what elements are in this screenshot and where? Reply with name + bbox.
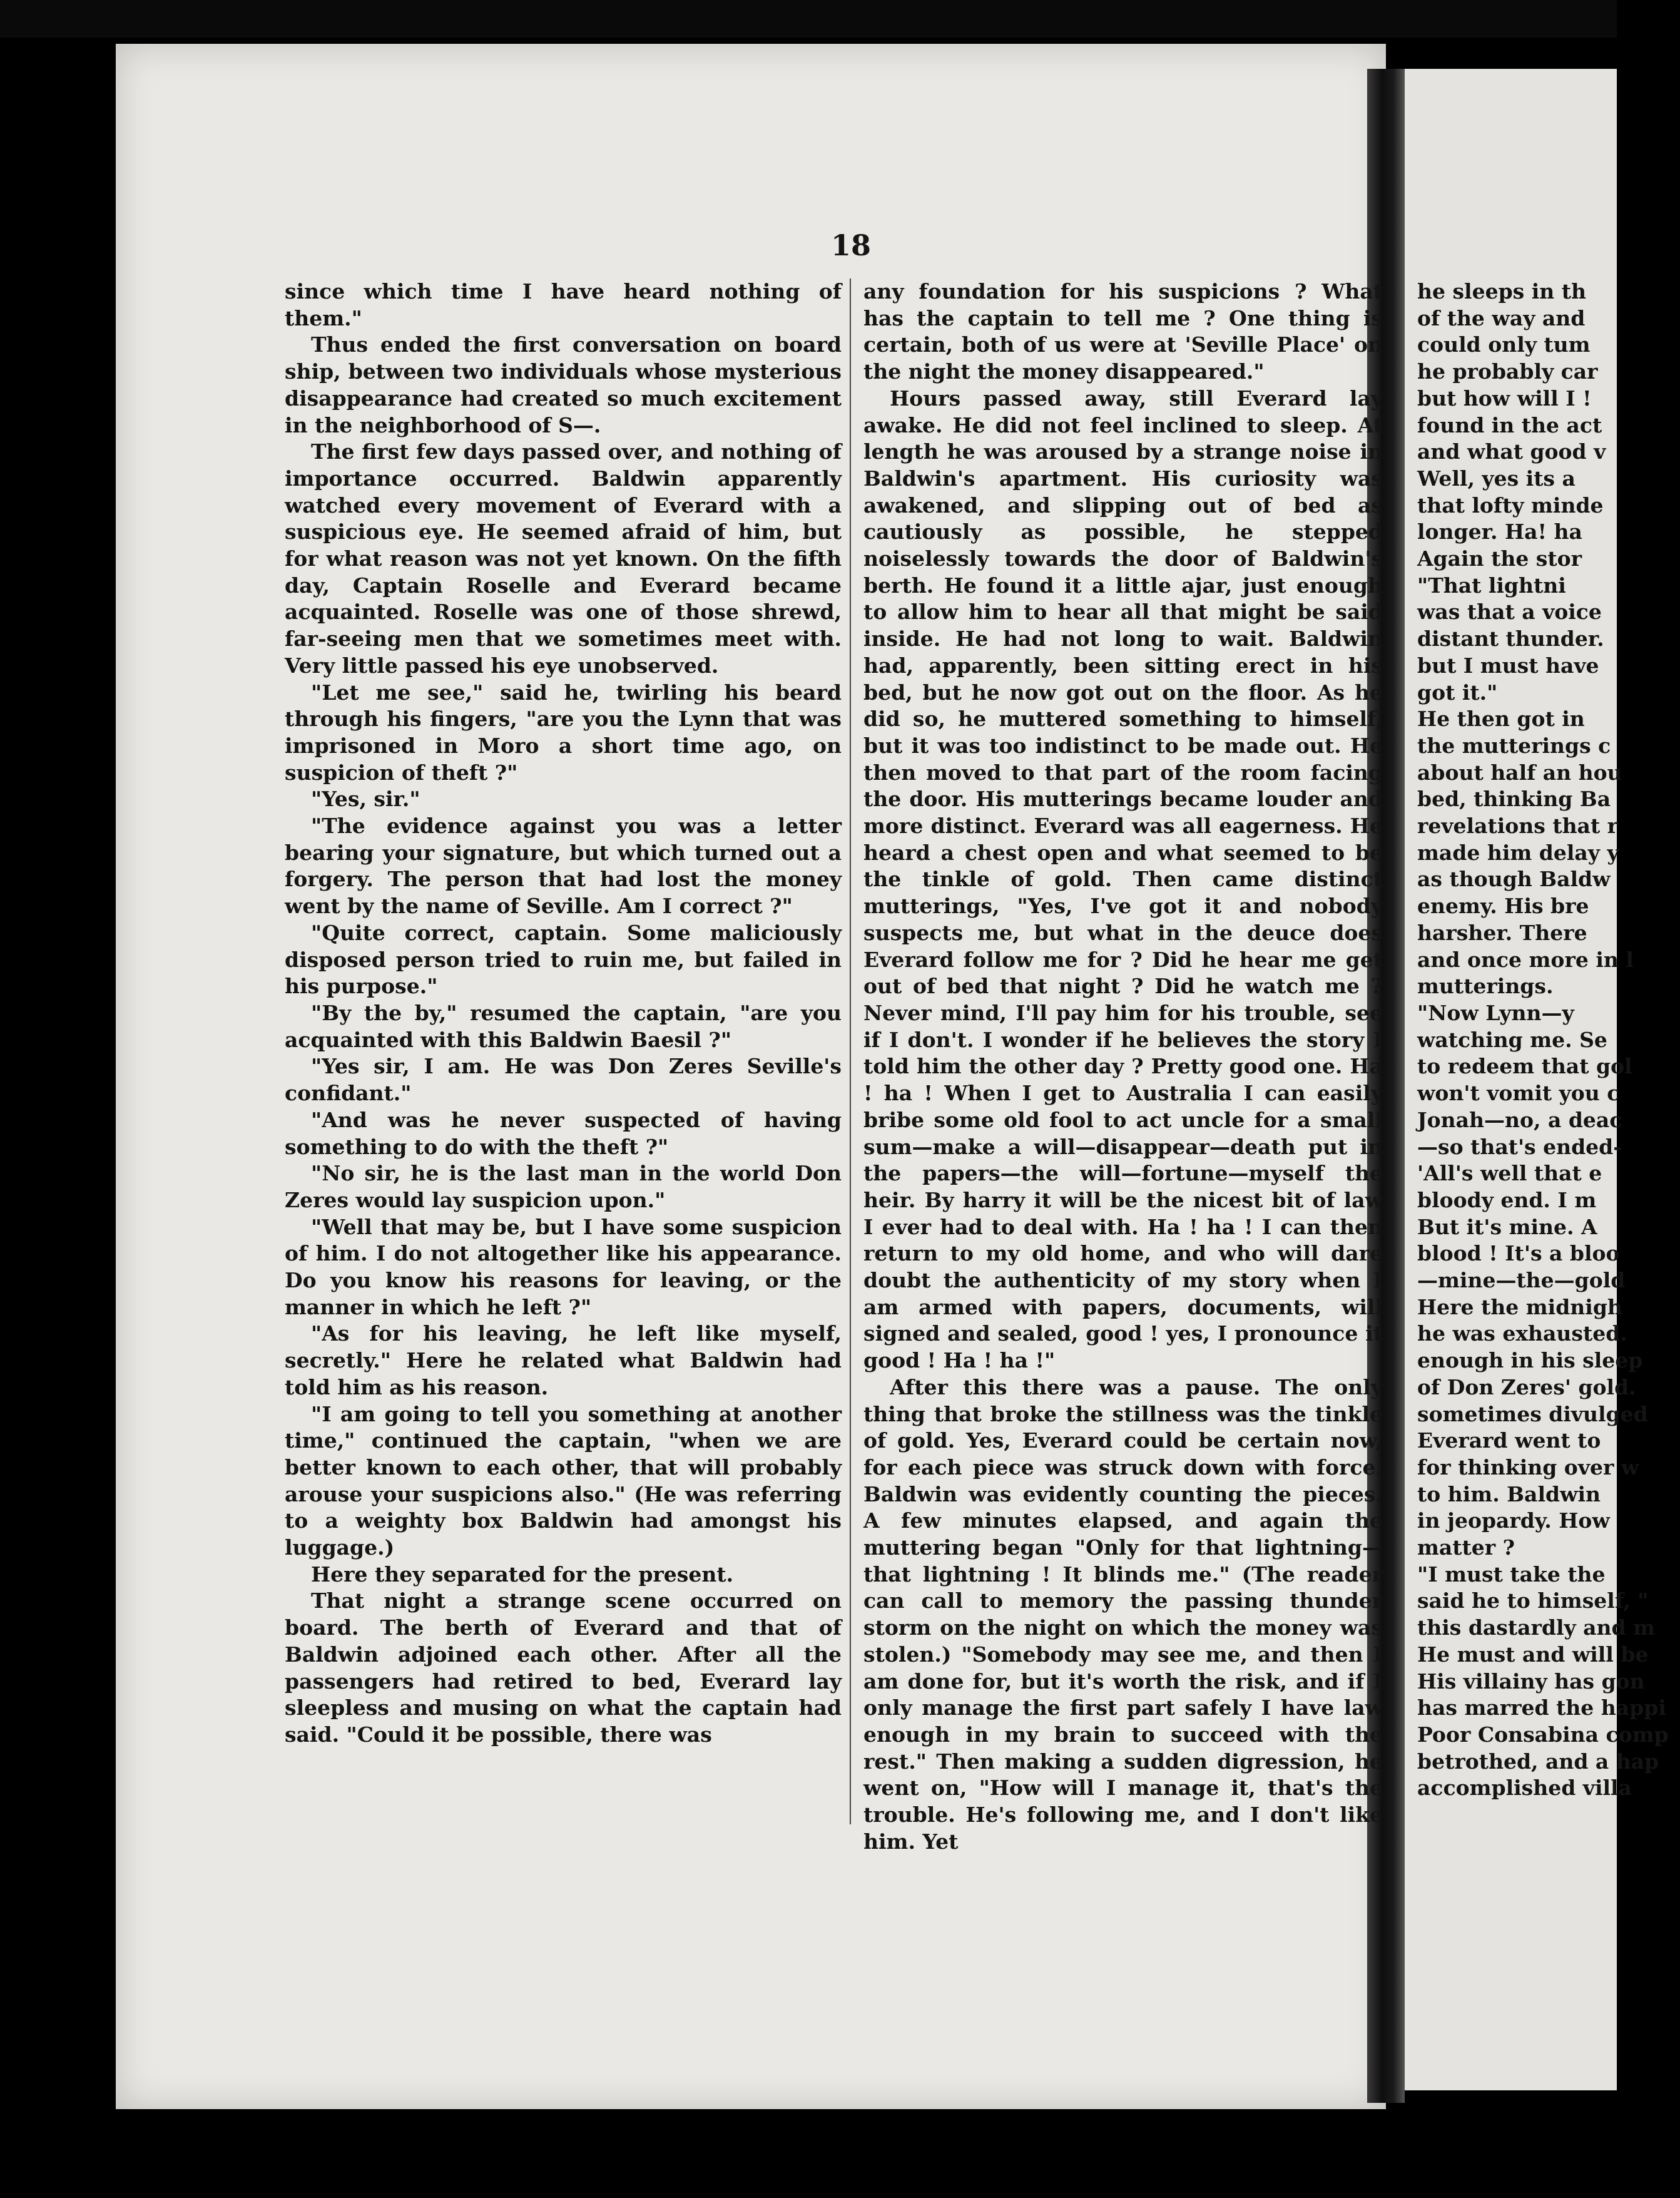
- line-fragment: and what good v: [1417, 439, 1606, 464]
- paragraph: Thus ended the first conversation on board ship, between two individuals whose mysterious disappearance had created so much excitement in the neighborhood of S—.: [285, 332, 842, 437]
- page-number: 18: [830, 228, 871, 262]
- line-fragment: —so that's ended-: [1417, 1134, 1622, 1159]
- line-fragment: bloody end. I m: [1417, 1187, 1597, 1212]
- line-fragment: bed, thinking Ba: [1417, 787, 1611, 812]
- line-fragment: mutterings.: [1417, 974, 1554, 999]
- line-fragment: —mine—the—gold: [1417, 1268, 1626, 1293]
- paragraph: since which time I have heard nothing of them.": [285, 279, 842, 330]
- line-fragment: to redeem that gol: [1417, 1054, 1632, 1079]
- line-fragment: blood ! It's a bloo: [1417, 1241, 1620, 1266]
- paragraph: "And was he never suspected of having something to do with the theft ?": [285, 1107, 842, 1159]
- line-fragment: matter ?: [1417, 1535, 1515, 1560]
- line-fragment: he probably car: [1417, 359, 1598, 384]
- line-fragment: has marred the happi: [1417, 1695, 1666, 1720]
- paragraph: "The evidence against you was a letter bearing your signature, but which turned out a forgery. The person that had lost the money went by the name of Seville. Am I correct ?": [285, 814, 842, 919]
- line-fragment: Poor Consabina comp: [1417, 1722, 1669, 1747]
- paragraph: "I am going to tell you something at another time," continued the captain, "when we are better known to each other, that will probably arouse your suspicions also." (He was referring to a weighty box Baldwin had amongst his luggage.): [285, 1401, 842, 1560]
- paragraph: Hours passed away, still Everard lay awake. He did not feel inclined to sleep. At length he was aroused by a strange noise in Baldwin's apartment. His curiosity was awakened, and slipping out of bed as cautiously as possible, he stepped noiselessly towards the door of Baldwin's berth. He found it a little ajar, just enough to allow him to hear all that might be said inside. He had not long to wait. Baldwin had, apparently, been sitting erect in his bed, but he now got out on the floor. As he did so, he muttered something to himself, but it was too indistinct to be made out. He then moved to that part of the room facing the door. His mutterings became louder and more distinct. Everard was all eagerness. He heard a chest open and what seemed to be the tinkle of gold. Then came distinct mutterings, "Yes, I've got it and nobody suspects me, but what in the deuce does Everard follow me for ? Did he hear me get out of bed that night ? Did he watch me ? Never mind, I'll pay him for his trouble, see if I don't. I wonder if he believes the story I told him the other day ? Pretty good one. Ha ! ha ! When I get to Australia I can easily bribe some old fool to act uncle for a small sum—make a will—disappear—death put in the papers—the will—fortune—myself the heir. By harry it will be the nicest bit of law I ever had to deal with. Ha ! ha ! I can then return to my old home, and who will dare doubt the authenticity of my story when I am armed with papers, documents, will signed and sealed, good ! yes, I pronounce it good ! Ha ! ha !": [863, 386, 1383, 1373]
- line-fragment: could only tum: [1417, 332, 1591, 357]
- paragraph: "Yes, sir.": [311, 787, 420, 812]
- line-fragment: He must and will be: [1417, 1642, 1649, 1667]
- line-fragment: He then got in: [1417, 707, 1585, 732]
- column-divider: [850, 279, 851, 1824]
- line-fragment: Everard went to: [1417, 1428, 1601, 1453]
- line-fragment: watching me. Se: [1417, 1027, 1607, 1052]
- line-fragment: got it.": [1417, 680, 1498, 705]
- line-fragment: accomplished villa: [1417, 1776, 1632, 1801]
- paragraph: "Let me see," said he, twirling his beard through his fingers, "are you the Lynn that was imprisoned in Moro a short time ago, on suspicion of theft ?": [285, 680, 842, 785]
- line-fragment: Here the midnigh: [1417, 1294, 1622, 1319]
- film-border-top: [0, 0, 1617, 38]
- paragraph: any foundation for his suspicions ? What has the captain to tell me ? One thing is certain, both of us were at 'Seville Place' on the night the money disappeared.": [863, 279, 1383, 384]
- line-fragment: "Now Lynn—y: [1417, 1000, 1574, 1025]
- line-fragment: he sleeps in th: [1417, 279, 1586, 304]
- line-fragment: Jonah—no, a deac: [1417, 1107, 1622, 1132]
- line-fragment: But it's mine. A: [1417, 1214, 1597, 1239]
- line-fragment: "That lightni: [1417, 573, 1566, 598]
- paragraph: "No sir, he is the last man in the world Don Zeres would lay suspicion upon.": [285, 1161, 842, 1212]
- line-fragment: in jeopardy. How: [1417, 1508, 1610, 1533]
- line-fragment: to him. Baldwin: [1417, 1481, 1601, 1506]
- line-fragment: won't vomit you c: [1417, 1081, 1620, 1106]
- line-fragment: for thinking over w: [1417, 1454, 1639, 1480]
- line-fragment: but how will I !: [1417, 386, 1592, 411]
- paragraph: "Well that may be, but I have some suspicion of him. I do not altogether like his appearance. Do you know his reasons for leaving, or the manner in which he left ?": [285, 1214, 842, 1319]
- line-fragment: found in the act: [1417, 412, 1602, 437]
- line-fragment: of the way and: [1417, 305, 1586, 330]
- middle-text-column: [863, 279, 1383, 1855]
- paragraph: That night a strange scene occurred on board. The berth of Everard and that of Baldwin adjoined each other. After all the passengers had retired to bed, Everard lay sleepless and musing on what the captain had said. "Could it be possible, there was: [285, 1588, 842, 1747]
- line-fragment: he was exhausted.: [1417, 1321, 1627, 1346]
- paragraph: "By the by," resumed the captain, "are you acquainted with this Baldwin Baesil ?": [285, 1000, 842, 1052]
- paragraph: The first few days passed over, and nothing of importance occurred. Baldwin apparently watched every movement of Everard with a suspicious eye. He seemed afraid of him, but for what reason was not yet known. On the fifth day, Captain Roselle and Everard became acquainted. Roselle was one of those shrewd, far-seeing men that we sometimes meet with. Very little passed his eye unobserved.: [285, 439, 842, 678]
- line-fragment: 'All's well that e: [1417, 1161, 1602, 1186]
- paragraph: "Yes sir, I am. He was Don Zeres Seville's confidant.": [285, 1054, 842, 1106]
- line-fragment: "I must take the: [1417, 1562, 1606, 1587]
- line-fragment: this dastardly and m: [1417, 1615, 1656, 1640]
- line-fragment: that lofty minde: [1417, 493, 1604, 518]
- paragraph: "As for his leaving, he left like myself, secretly." Here he related what Baldwin had told him as his reason.: [285, 1321, 842, 1399]
- line-fragment: revelations that r: [1417, 814, 1619, 839]
- line-fragment: about half an hou: [1417, 760, 1622, 785]
- line-fragment: as though Baldw: [1417, 867, 1611, 892]
- line-fragment: distant thunder.: [1417, 626, 1604, 652]
- line-fragment: but I must have: [1417, 653, 1599, 678]
- paragraph: "Quite correct, captain. Some maliciously disposed person tried to ruin me, but failed in his purpose.": [285, 920, 842, 999]
- line-fragment: harsher. There: [1417, 920, 1587, 945]
- paragraph: Here they separated for the present.: [311, 1562, 734, 1587]
- line-fragment: the mutterings c: [1417, 733, 1611, 758]
- line-fragment: Well, yes its a: [1417, 466, 1576, 491]
- line-fragment: sometimes divulged: [1417, 1401, 1648, 1426]
- line-fragment: enemy. His bre: [1417, 894, 1589, 919]
- right-page-column: [1405, 279, 1680, 1802]
- line-fragment: was that a voice: [1417, 600, 1602, 625]
- left-text-column: [285, 279, 842, 1749]
- line-fragment: longer. Ha! ha: [1417, 519, 1582, 544]
- line-fragment: His villainy has gon: [1417, 1669, 1645, 1694]
- line-fragment: Again the stor: [1417, 546, 1582, 571]
- line-fragment: made him delay y: [1417, 840, 1619, 865]
- paragraph: After this there was a pause. The only thing that broke the stillness was the tinkle of gold. Yes, Everard could be certain now, for each piece was struck down with force. Baldwin was evidently counting the pieces. A few minutes elapsed, and again the muttering began "Only for that lightning—that lightning ! It blinds me." (The reader can call to memory the passing thunder storm on the night on which the money was stolen.) "Somebody may see me, and then I am done for, but it's worth the risk, and if I only manage the first part safely I have law enough in my brain to succeed with the rest." Then making a sudden digression, he went on, "How will I manage it, that's the trouble. He's following me, and I don't like him. Yet: [863, 1374, 1383, 1854]
- line-fragment: betrothed, and a hap: [1417, 1749, 1659, 1774]
- line-fragment: enough in his sleep: [1417, 1348, 1643, 1373]
- line-fragment: of Don Zeres' gold.: [1417, 1374, 1636, 1399]
- line-fragment: said he to himself, ": [1417, 1588, 1649, 1613]
- line-fragment: and once more in l: [1417, 947, 1634, 972]
- right-page-edge: [1405, 69, 1669, 2090]
